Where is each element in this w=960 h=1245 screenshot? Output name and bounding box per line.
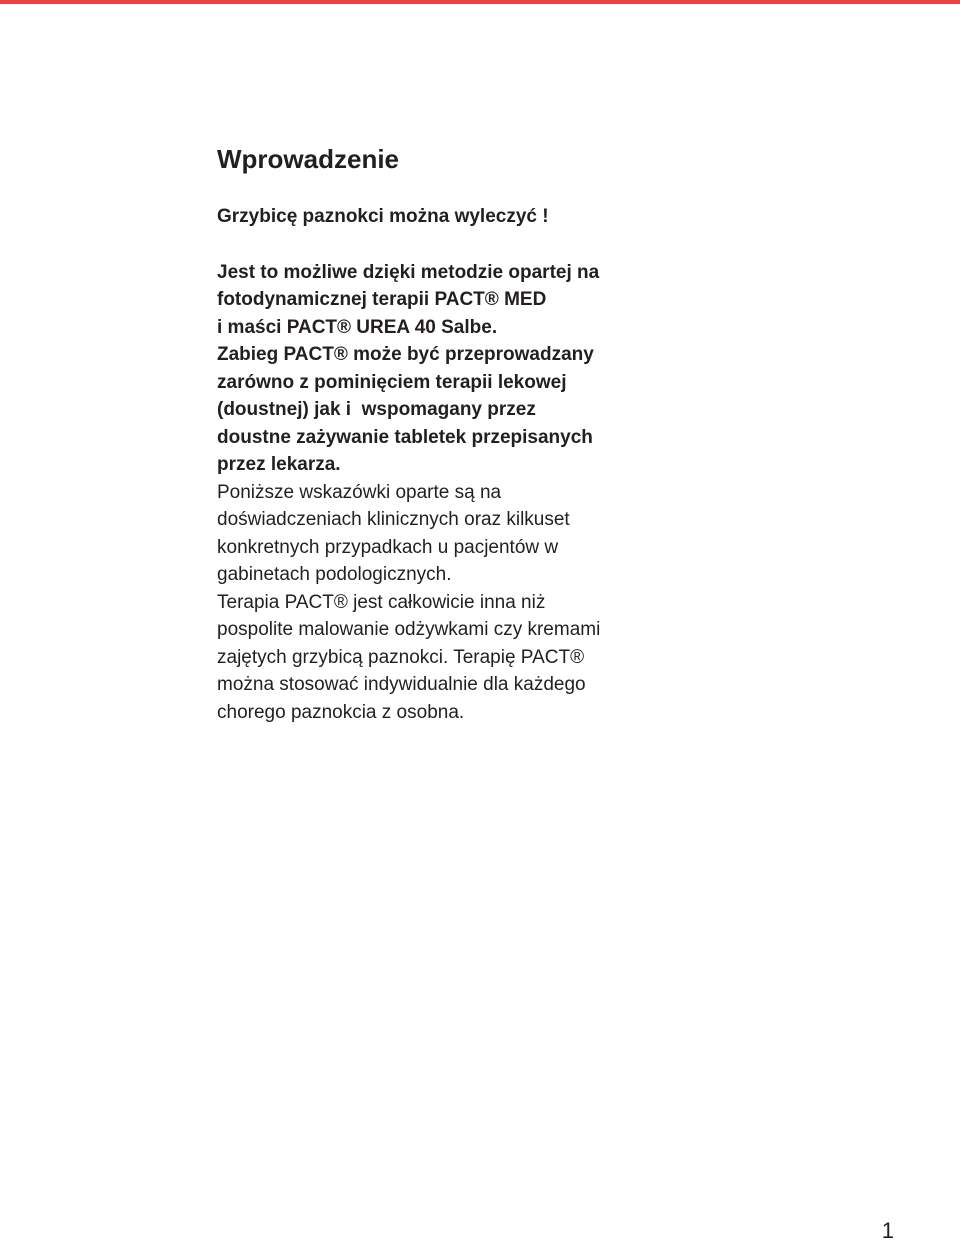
body-line: (doustnej) jak i wspomagany przez <box>217 399 536 420</box>
body-line: zajętych grzybicą paznokci. Terapię PACT® <box>217 646 585 668</box>
body-line: można stosować indywidualnie dla każdego <box>217 674 586 695</box>
body-text <box>217 259 737 727</box>
document-content <box>217 141 737 726</box>
body-line: konkretnych przypadkach u pacjentów w <box>217 536 559 558</box>
subtitle: Grzybicę paznokci można wyleczyć ! <box>217 206 549 227</box>
body-line: doustne zażywanie tabletek przepisanych <box>217 426 593 448</box>
body-line: Zabieg PACT® może być przeprowadzany <box>217 344 594 365</box>
body-line: pospolite malowanie odżywkami czy kremami <box>217 619 601 640</box>
body-line: gabinetach podologicznych. <box>217 564 452 585</box>
body-line: chorego paznokcia z osobna. <box>217 701 465 723</box>
body-line: i maści PACT® UREA 40 Salbe. <box>217 316 498 338</box>
body-line: zarówno z pominięciem terapii lekowej <box>217 371 567 393</box>
page-number: 1 <box>881 1218 894 1243</box>
body-line: Poniższe wskazówki oparte są na <box>217 481 502 503</box>
top-accent-bar <box>0 0 960 4</box>
body-line: fotodynamicznej terapii PACT® MED <box>217 289 547 310</box>
body-line: Jest to możliwe dzięki metodzie opartej na <box>217 261 600 283</box>
body-line: przez lekarza. <box>217 454 341 475</box>
body-line: doświadczeniach klinicznych oraz kilkuset <box>217 509 570 530</box>
page-title: Wprowadzenie <box>217 144 400 174</box>
body-line: Terapia PACT® jest całkowicie inna niż <box>217 591 546 613</box>
